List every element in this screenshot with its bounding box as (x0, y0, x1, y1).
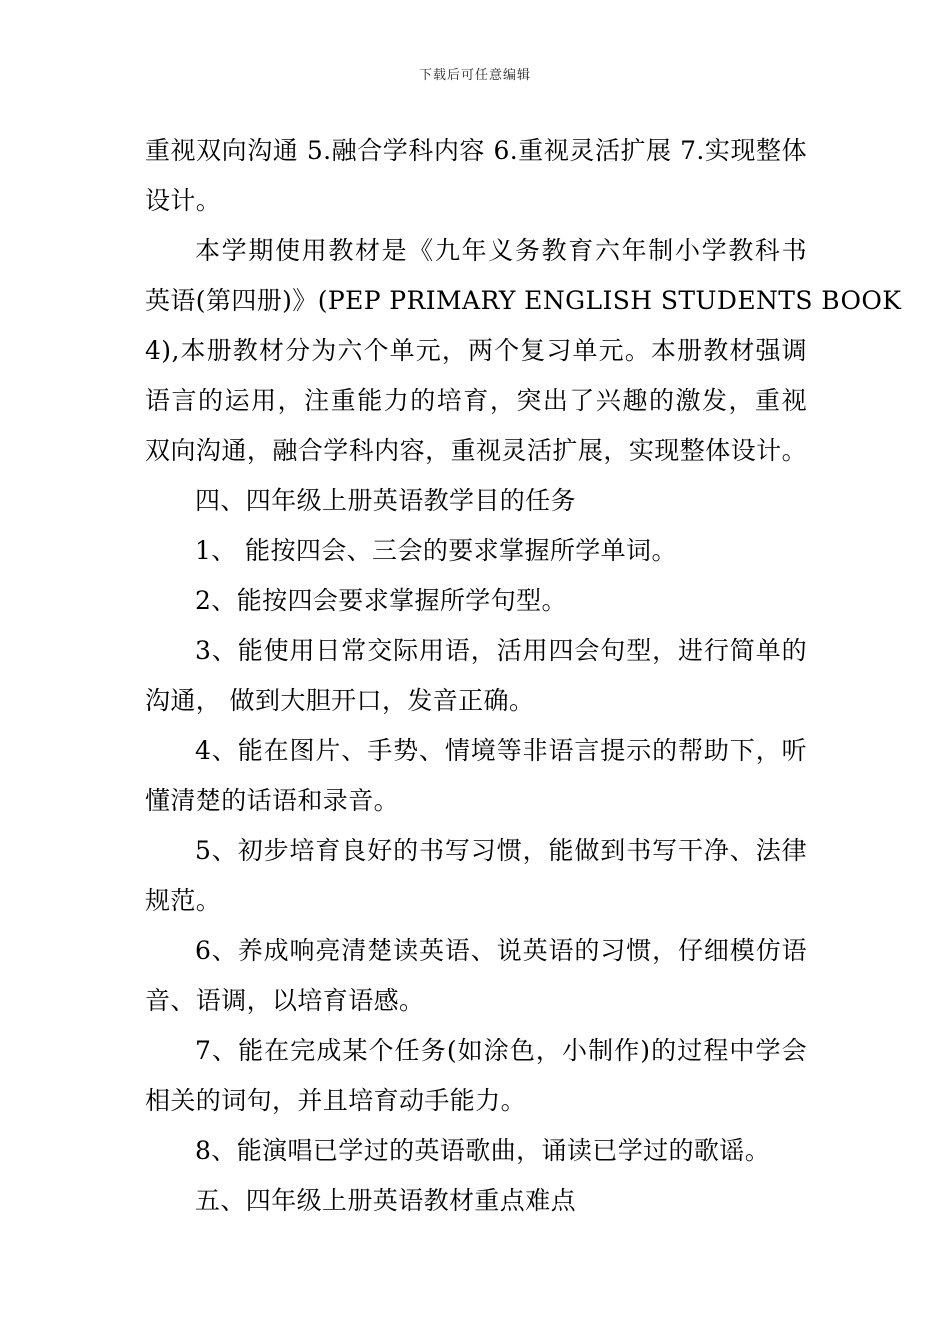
text-line: 设计。 (145, 186, 222, 215)
list-item: 8、能演唱已学过的英语歌曲，诵读已学过的歌谣。 (195, 1136, 771, 1165)
document-body (145, 126, 902, 1226)
section-heading: 五、四年级上册英语教材重点难点 (195, 1186, 577, 1215)
list-item: 7、能在完成某个任务(如涂色，小制作)的过程中学会 (195, 1036, 807, 1065)
text-line: 重视双向沟通 5.融合学科内容 6.重视灵活扩展 7.实现整体 (145, 136, 807, 165)
text-line: 英语(第四册)》(PEP PRIMARY ENGLISH STUDENTS BOOK (145, 286, 902, 315)
text-line: 规范。 (145, 886, 222, 915)
text-line: 4),本册教材分为六个单元，两个复习单元。本册教材强调 (145, 336, 807, 365)
list-item: 2、能按四会要求掌握所学句型。 (195, 586, 567, 615)
text-line: 懂清楚的话语和录音。 (145, 786, 400, 815)
text-line: 相关的词句，并且培育动手能力。 (145, 1086, 527, 1115)
list-item: 5、初步培育良好的书写习惯，能做到书写干净、法律 (195, 836, 807, 865)
section-heading: 四、四年级上册英语教学目的任务 (195, 486, 577, 515)
text-line: 语言的运用，注重能力的培育，突出了兴趣的激发，重视 (145, 386, 807, 415)
text-line: 双向沟通，融合学科内容，重视灵活扩展，实现整体设计。 (145, 436, 807, 465)
paragraph-start-line: 本学期使用教材是《九年义务教育六年制小学教科书 (195, 236, 807, 265)
list-item: 1、 能按四会、三会的要求掌握所学单词。 (195, 536, 677, 565)
page-header-note: 下载后可任意编辑 (418, 68, 531, 83)
text-line: 沟通， 做到大胆开口，发音正确。 (145, 686, 535, 715)
list-item: 3、能使用日常交际用语，活用四会句型，进行简单的 (195, 636, 807, 665)
text-line: 音、语调，以培育语感。 (145, 986, 425, 1015)
list-item: 6、养成响亮清楚读英语、说英语的习惯，仔细模仿语 (195, 936, 807, 965)
list-item: 4、能在图片、手势、情境等非语言提示的帮助下，听 (195, 736, 807, 765)
